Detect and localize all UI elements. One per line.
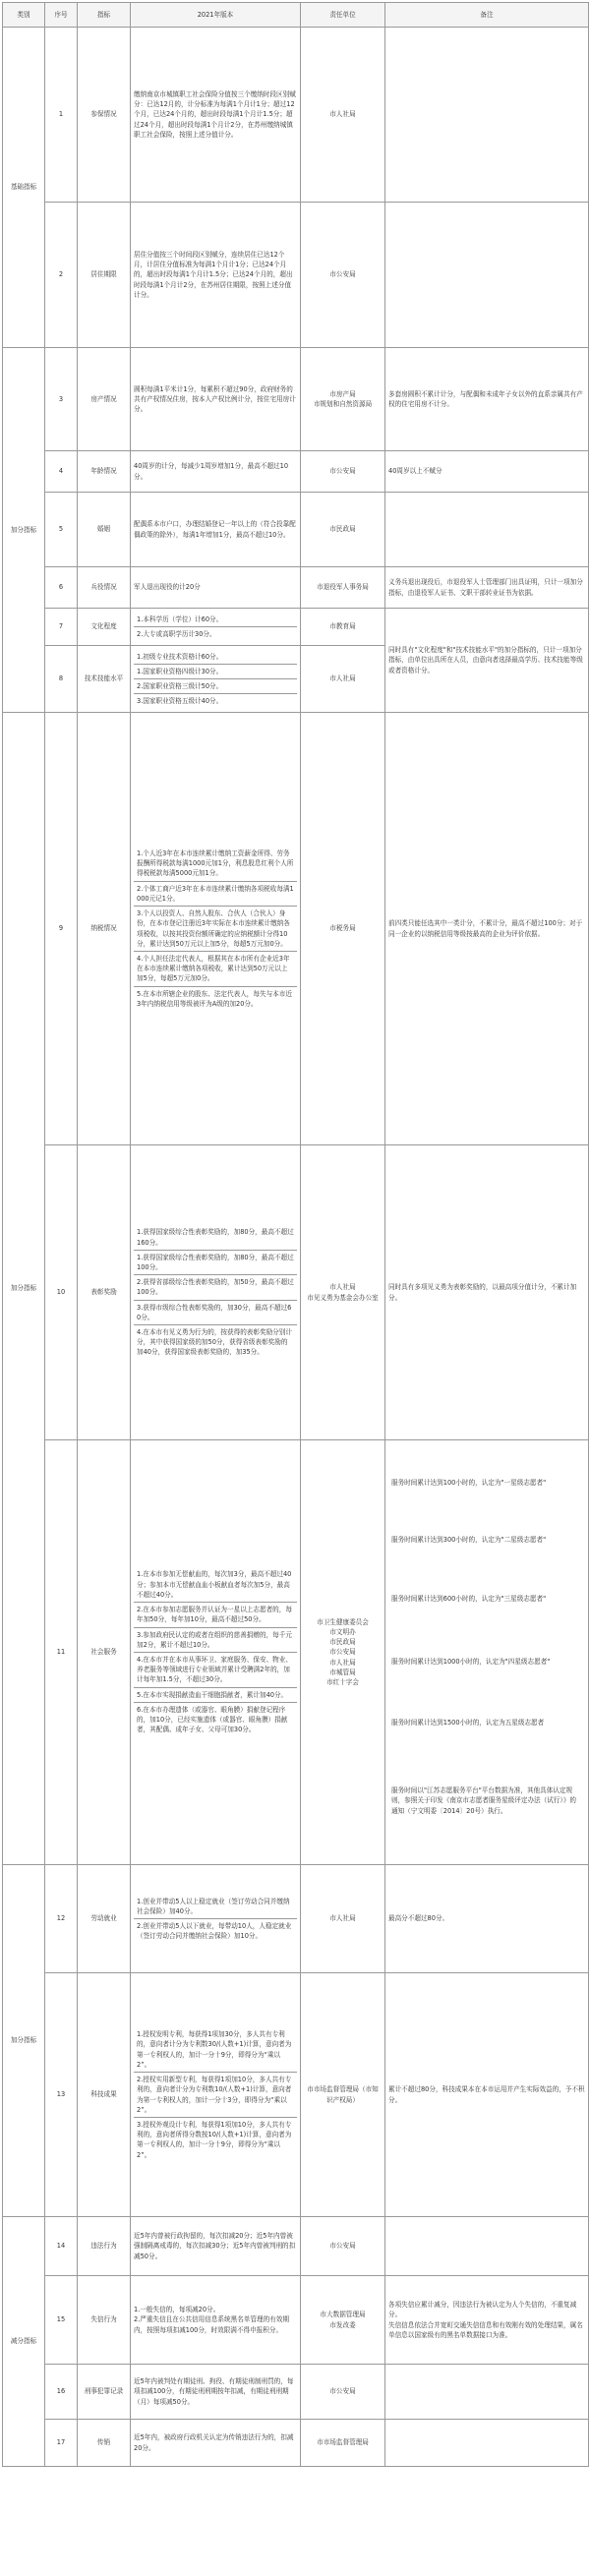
seq-cell: 14: [45, 2217, 78, 2276]
remark-item: 服务时间累计达到300小时的，认定为"二星级志愿者": [391, 1536, 547, 1545]
category-cell: 加分指标: [3, 348, 45, 713]
unit-cell: 市房产局 市规划和自然资源局: [301, 348, 385, 451]
content-cell: [131, 713, 301, 1145]
remark-cell: [385, 2420, 589, 2467]
remark-cell: [385, 1440, 589, 1865]
sub-item: 2.创业并带动5人以下就业，每带动10人，人稳定就业（签订劳动合同并缴纳社会保险）加10分。: [137, 1922, 292, 1941]
sub-item: 4.在本市有见义勇为行为的，按获得的表彰奖励分别计分，其中获得国家级的加50分，获得省级表彰奖励的加40分，获得国家级表彰奖励的，加35分。: [137, 1328, 292, 1357]
sub-item: 1.个人近3年在本市连续累计缴纳工资薪金所得、劳务报酬所得税款每满1000元加1分，利息股息红利个人所得税税款每满5000元加1分。: [134, 847, 297, 882]
indicator-cell: 违法行为: [78, 2217, 131, 2276]
remark-cell: 前四类只能任选其中一类计分，不累计分，最高不超过100分；对于同一企业的以纳税信用等级按最高的企业为评价依据。: [385, 713, 589, 1145]
unit-cell: 市民政局: [301, 493, 385, 567]
seq-cell: 13: [45, 1973, 78, 2217]
seq-cell: 16: [45, 2365, 78, 2420]
content-cell: [131, 646, 301, 713]
indicator-cell: 刑事犯罪记录: [78, 2365, 131, 2420]
sub-item: 1.获得国家级综合性表彰奖励的，加80分，最高不超过160分。: [134, 1225, 297, 1250]
table-row: [3, 2217, 589, 2276]
sub-item: 2.国家职业资格三级计50分。: [134, 679, 297, 694]
remark-cell: [385, 28, 589, 203]
table-row: [3, 2276, 589, 2365]
table-row: [3, 203, 589, 348]
remark-item: 服务时间以"江苏志愿服务平台"平台数据为准，其他具体认定规则，参照关于印发《南京市志愿者服务星级评定办法（试行）》的通知（宁文明委〔2014〕20号）执行。: [391, 1786, 576, 1815]
sub-item: 3.获得市级综合性表彰奖励的，加30分，最高不超过60分。: [134, 1301, 297, 1325]
sub-item: 1.本科学历（学位）计60分。: [134, 613, 297, 627]
remark-cell: [385, 2365, 589, 2420]
indicator-cell: 社会服务: [78, 1440, 131, 1865]
remark-cell: 多套房圆积不累计计分，与配偶和未成年子女以外的直系亲属共有产权的住宅用房不计分。: [385, 348, 589, 451]
category-cell: 加分指标: [3, 1865, 45, 2217]
sub-item: 3.国家职业资格五级计40分。: [137, 697, 223, 706]
indicator-cell: 纳税情况: [78, 713, 131, 1145]
remark-item: 服务时间累计达到600小时的，认定为"三星级志愿者": [391, 1595, 547, 1604]
content-cell: 近5年内，被政府行政机关认定为传销违法行为的，扣减20分。: [131, 2420, 301, 2467]
sub-item: 5.在本市实现捐献造血干细胞捐献者，累计加40分。: [134, 1688, 297, 1703]
remark-item: 服务时间累计达到1500小时的，认定为五星级志愿者: [391, 1719, 545, 1727]
unit-cell: 市公安局: [301, 203, 385, 348]
unit-cell: 市人社局: [301, 1865, 385, 1973]
seq-cell: 11: [45, 1440, 78, 1865]
unit-cell: 市市场监督管理局: [301, 2420, 385, 2467]
indicator-cell: 表彰奖励: [78, 1145, 131, 1440]
seq-cell: 4: [45, 451, 78, 493]
remark-cell: [385, 2217, 589, 2276]
unit-cell: 市退役军人事务局: [301, 567, 385, 609]
sub-item: 6.在本市办理遗体（或器官、眼角膜）捐献登记程序的，加10分，已经实施遗体（或器官、眼角膜）捐献者，其配偶、成年子女、父母可加30分。: [137, 1705, 288, 1734]
unit-cell: 市人社局: [301, 646, 385, 713]
unit-cell: 市公安局: [301, 2365, 385, 2420]
sub-item: 4.个人担任法定代表人，根据其在本市所有企业近3年在本市连续累计缴纳各项税收，累计达到50万元以上加5分，每超5万元加0分。: [134, 952, 297, 987]
seq-cell: 10: [45, 1145, 78, 1440]
unit-cell: 市人社局 市见义勇为基金会办公室: [301, 1145, 385, 1440]
category-cell: 减分指标: [3, 2217, 45, 2467]
unit-cell: 市卫生健康委员会 市文明办 市民政局 市公安局 市人社局 市城管局 市红十字会: [301, 1440, 385, 1865]
table-row: [3, 493, 589, 567]
header-remark: 备注: [385, 3, 589, 28]
seq-cell: 5: [45, 493, 78, 567]
unit-cell: 市公安局: [301, 451, 385, 493]
indicator-cell: 科技成果: [78, 1973, 131, 2217]
content-cell: 军人退出现役的计20分: [131, 567, 301, 609]
table-row: [3, 1145, 589, 1440]
sub-item: 3.授权外观设计专利，每获得1项加10分，多人共有专利的，意向者所得分数按10/(人数+1)计算，意向者为第一专利权人的，加计一分十9分，即得分为“乘以2”。: [137, 2120, 292, 2159]
content-cell: [131, 1145, 301, 1440]
header-version: 2021年版本: [131, 3, 301, 28]
table-row: [3, 567, 589, 609]
table-row: [3, 713, 589, 1145]
policy-table: [2, 2, 589, 2467]
seq-cell: 17: [45, 2420, 78, 2467]
indicator-cell: 兵役情况: [78, 567, 131, 609]
remark-item: 服务时间累计达到1000小时的，认定为"四星级志愿者": [391, 1658, 551, 1667]
sub-item: 1.在本市参加无偿献血的，每次加3分，最高不超过40分；参加本市无偿献血血小板献血者每次加5分，最高不超过40分。: [134, 1567, 297, 1603]
indicator-cell: 参保情况: [78, 28, 131, 203]
sub-item: 2.大专或高职学历计30分。: [137, 630, 216, 638]
table-row: [3, 451, 589, 493]
sub-item: 1.国家职业资格四级计30分。: [134, 665, 297, 679]
seq-cell: 7: [45, 609, 78, 646]
unit-cell: 市市场监督管理局（市知识产权局）: [301, 1973, 385, 2217]
indicator-cell: 文化程度: [78, 609, 131, 646]
sub-item: 1.创业并带动5人以上稳定就业（签订劳动合同并缴纳社会保险）加40分。: [134, 1895, 297, 1919]
sub-item: 2.授权实用新型专利，每获得1项加10分，多人共有专利的，意向者计分为专利数10/(人数+1)计算，意向者为第一专利权人的，加计一分十3分，即得分为“乘以2”。: [134, 2073, 297, 2118]
seq-cell: 6: [45, 567, 78, 609]
unit-cell: 市人社局: [301, 28, 385, 203]
table-row: [3, 2365, 589, 2420]
sub-item: 2.个体工商户近3年在本市连续累计缴纳各项税收每满1000元记1分。: [134, 882, 297, 907]
content-cell: [131, 609, 301, 646]
content-cell: [131, 1973, 301, 2217]
table-row: [3, 348, 589, 451]
remark-item: 服务时间累计达到100小时的，认定为"一星级志愿者": [391, 1479, 547, 1488]
seq-cell: 2: [45, 203, 78, 348]
content-cell: [131, 1440, 301, 1865]
seq-cell: 3: [45, 348, 78, 451]
category-cell: 基础指标: [3, 28, 45, 348]
table-row: [3, 1440, 589, 1865]
sub-item: 4.在本市并在本市从事环卫、家庭服务、保安、物业、养老服务等领域进行专业领域并累计受聘满2年的，加计每年加1.5分，不超过30分。: [134, 1653, 297, 1688]
seq-cell: 15: [45, 2276, 78, 2365]
content-cell: 1.一般失信的，每项减20分。 2.严重失信且在公共信用信息系统黑名单管理的有效期内，按照每项扣减100分，时效限满不得申报积分。: [131, 2276, 301, 2365]
indicator-cell: 房产情况: [78, 348, 131, 451]
remark-cell: 义务兵退出现役后，市退役军人士管理部门出具证明，只计一项加分指标，由退役军人证书、文职干部转业证书为依据。: [385, 567, 589, 609]
unit-cell: 市大数据管理局 市发改委: [301, 2276, 385, 2365]
table-row: [3, 1865, 589, 1973]
table-row: [3, 609, 589, 646]
remark-cell: 同时具有"文化程度"和"技术技能水平"的加分指标的，只计一项加分指标，由单位出具所在人员，由意向者选择最高学历、技术技能等级或者资格计分。: [385, 609, 589, 713]
sub-item: 2.获得省部级综合性表彰奖励的，加50分，最高不超过100分。: [134, 1275, 297, 1300]
remark-cell: [385, 203, 589, 348]
sub-item: 5.在本市所辖企业的股东、法定代表人，每失与本市近3年内纳税信用等级被评为A级的加20分。: [137, 989, 292, 1008]
unit-cell: 市教育局: [301, 609, 385, 646]
indicator-cell: 失信行为: [78, 2276, 131, 2365]
remark-cell: 40周岁以上不赋分: [385, 451, 589, 493]
content-cell: 近5年内曾被行政拘留的，每次扣减20分；近5年内曾被强制隔离戒毒的，每次扣减30分；近5年内曾被判刑的扣减50分。: [131, 2217, 301, 2276]
remark-cell: 累计不超过80分，科技成果本在本市运用并产生实际效益的，予不积分。: [385, 1973, 589, 2217]
remark-cell: [385, 493, 589, 567]
indicator-cell: 劳动就业: [78, 1865, 131, 1973]
indicator-cell: 婚姻: [78, 493, 131, 567]
content-cell: [131, 1865, 301, 1973]
indicator-cell: 传销: [78, 2420, 131, 2467]
content-cell: 40周岁的计分，每减少1周岁增加1分，最高不超过10分。: [131, 451, 301, 493]
table-row: [3, 28, 589, 203]
seq-cell: 9: [45, 713, 78, 1145]
sub-item: 1.初级专业技术资格计60分。: [134, 650, 297, 665]
indicator-cell: 年龄情况: [78, 451, 131, 493]
remark-cell: 各项失信应累计减分，因违法行为被认定为人个失信的，不重复减分。 失信信息依法合并宽町交通失信信息和有效刚有效的处理结果，属名单信息以国家级有的黑名单数据接口为准。: [385, 2276, 589, 2365]
unit-cell: 市公安局: [301, 2217, 385, 2276]
header-unit: 责任单位: [301, 3, 385, 28]
remark-cell: 最高分不超过80分。: [385, 1865, 589, 1973]
header-category: 类别: [3, 3, 45, 28]
indicator-cell: 技术技能水平: [78, 646, 131, 713]
content-cell: 居住分值按三个时间段区别赋分，连续居住已达12个月，计居住分值标准为每满1个月计1分；已达24个月的，超出时段每满1个月计1.5分；已达24个月的，超出时段每满1个月计2分，在苏州居住期限，按照上述分值计分。: [131, 203, 301, 348]
remark-cell: 同时具有多项见义勇为表彰奖励的，以最高项分值计分，不累计加分。: [385, 1145, 589, 1440]
sub-item: 1.获得国家级综合性表彰奖励的，加80分，最高不超过100分。: [134, 1251, 297, 1275]
sub-item: 3.参加政府民认定的或者在组织的慈善捐赠的，每千元加2分，累计不超过10分。: [134, 1628, 297, 1653]
table-header-row: [3, 3, 589, 28]
sub-item: 2.在本市参加志愿服务并认证为一星以上志愿者的，每年加50分，每年加10分，最高不超过50分。: [134, 1603, 297, 1627]
content-cell: 配偶系本市户口，办理结婚登记一年以上的（符合投靠配偶政策的除外），每满1年增加1分，最高不超过10分。: [131, 493, 301, 567]
content-cell: 缴纳南京市城镇职工社会保险分值按三个缴纳时段区别赋分：已达12月的，计分标准为每满1个月计1分；超过12个月，已达24个月的，超出时段每满1个月计1.5分；超过24个月，超出时段每满1个月计2分，在苏州缴纳城镇职工社会保险，按照上述分值计分。: [131, 28, 301, 203]
table-row: [3, 2420, 589, 2467]
sub-item: 1.授权发明专利，每获得1项加30分，多人共有专利的，意向者计分为专利数30/(人数+1)计算，意向者为第一专利权人的，加计一分十9分，即得分为“乘以2”。: [134, 2027, 297, 2073]
content-cell: 圆积每满1平米计1分，每累积不超过90分，政府财务的共有产权情况住房，按本人产权比例计分，按住宅用房计分。: [131, 348, 301, 451]
sub-item: 3.个人以投资人、自然人股东、合伙人（合伙人）身份，在本市登记注册近3年实际在本市连续累计缴纳各项税收，以按其投资份额所确定的应纳税额计分得10分，累计达到50万元以上加5分，每超5万元加0分。: [134, 907, 297, 952]
seq-cell: 1: [45, 28, 78, 203]
table-row: [3, 1973, 589, 2217]
header-seq: 序号: [45, 3, 78, 28]
indicator-cell: 居住期限: [78, 203, 131, 348]
content-cell: 近5年内被判处有期徒刑、拘役、有期徒刑制刑罚的，每项扣减100分，有期徒刑刑期按年扣减，有期徒刑刑期（月）每项减50分。: [131, 2365, 301, 2420]
header-indicator: 指标: [78, 3, 131, 28]
seq-cell: 12: [45, 1865, 78, 1973]
category-cell: 加分指标: [3, 713, 45, 1865]
seq-cell: 8: [45, 646, 78, 713]
unit-cell: 市税务局: [301, 713, 385, 1145]
